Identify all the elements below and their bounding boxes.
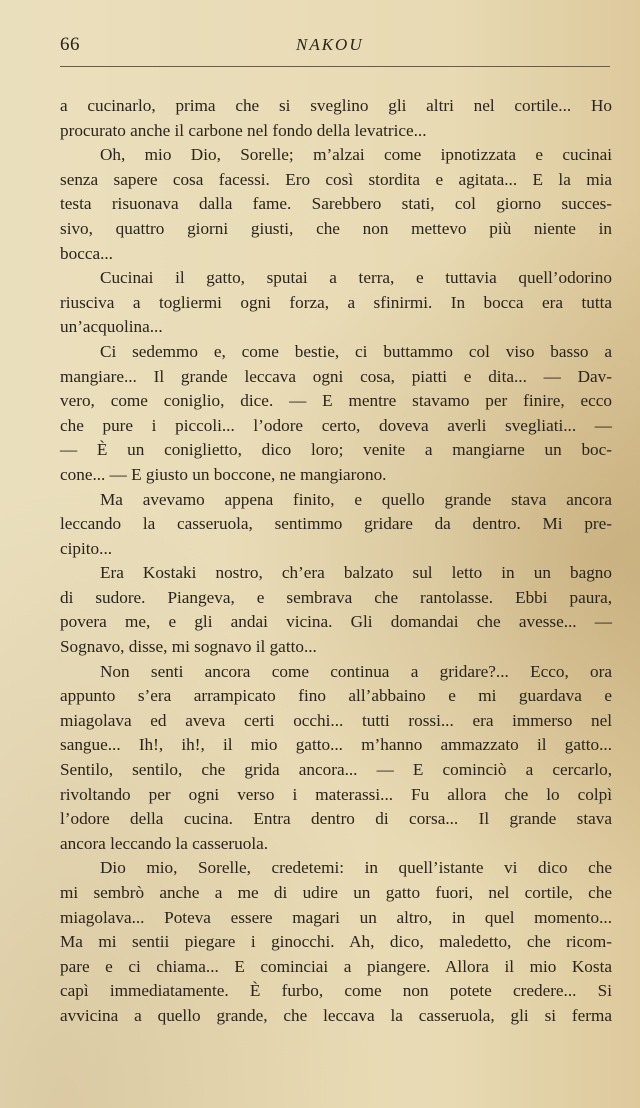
text-line: — È un coniglietto, dico loro; venite a mangiarne un boc-	[60, 440, 612, 460]
text-line: testa risuonava dalla fame. Sarebbero stati, col giorno succes-	[60, 194, 612, 214]
text-line: pare e ci chiama... E cominciai a piangere. Allora il mio Kosta	[60, 956, 612, 976]
text-line: un’acquolina...	[60, 317, 163, 337]
text-line: mangiare... Il grande leccava ogni cosa, piatti e dita... — Dav-	[60, 366, 612, 386]
running-title: NAKOU	[296, 35, 364, 54]
text-line: Oh, mio Dio, Sorelle; m’alzai come ipnotizzata e cucinai	[100, 145, 612, 165]
text-line: appunto s’era arrampicato fino all’abbaino e mi guardava e	[60, 686, 612, 706]
text-line: Ma mi sentii piegare i ginocchi. Ah, dico, maledetto, che ricom-	[60, 932, 612, 952]
text-line: riusciva a togliermi ogni forza, a sfinirmi. In bocca era tutta	[60, 292, 612, 312]
text-line: Era Kostaki nostro, ch’era balzato sul letto in un bagno	[100, 563, 612, 583]
text-line: bocca...	[60, 243, 113, 263]
text-line: miagolava... Poteva essere magari un altro, in quel momento...	[60, 907, 612, 927]
text-line: che pure i piccoli... l’odore certo, doveva averli svegliati... —	[60, 415, 612, 435]
text-line: Non senti ancora come continua a gridare?... Ecco, ora	[100, 661, 612, 681]
text-line: l’odore della cucina. Entra dentro di corsa... Il grande stava	[60, 809, 612, 829]
text-line: di sudore. Piangeva, e sembrava che rantolasse. Ebbi paura,	[60, 587, 612, 607]
running-head	[60, 34, 610, 62]
text-line: mi sembrò anche a me di udire un gatto fuori, nel cortile, che	[60, 883, 612, 902]
page-number: 66	[60, 34, 80, 55]
text-line: senza sapere cosa facessi. Ero così stordita e agitata... E la mia	[60, 169, 612, 189]
text-line: Ci sedemmo e, come bestie, ci buttammo col viso basso a	[100, 341, 612, 361]
text-line: povera me, e gli andai vicina. Gli domandai che avesse... —	[60, 612, 612, 632]
text-line: Sognavo, disse, mi sognavo il gatto...	[60, 637, 317, 657]
text-line: cone... — E giusto un boccone, ne mangiarono.	[60, 464, 387, 484]
text-line: avvicina a quello grande, che leccava la casseruola, gli si ferma	[60, 1005, 612, 1025]
text-line: Dio mio, Sorelle, credetemi: in quell’istante vi dico che	[100, 858, 612, 878]
text-line: Ma avevamo appena finito, e quello grande stava ancora	[100, 489, 612, 509]
text-line: vero, come coniglio, dice. — E mentre stavamo per finire, ecco	[60, 391, 612, 411]
text-line: capì immediatamente. È furbo, come non potete credere... Si	[60, 981, 612, 1001]
body-text	[60, 94, 612, 1029]
text-line: cipito...	[60, 538, 113, 558]
text-line: sangue... Ih!, ih!, il mio gatto... m’hanno ammazzato il gatto...	[60, 735, 612, 755]
header-rule	[60, 66, 610, 67]
text-line: sivo, quattro giorni giusti, che non mettevo più niente in	[60, 218, 612, 238]
text-line: procurato anche il carbone nel fondo della levatrice...	[60, 120, 427, 140]
text-line: Sentilo, sentilo, che grida ancora... — E cominciò a cercarlo,	[60, 760, 612, 780]
text-line: ancora leccando la casseruola.	[60, 833, 269, 853]
text-line: rivoltando per ogni verso i materassi... Fu allora che lo colpì	[60, 784, 612, 804]
text-line: Cucinai il gatto, sputai a terra, e tuttavia quell’odorino	[100, 268, 612, 288]
text-line: leccando la casseruola, sentimmo gridare da dentro. Mi pre-	[60, 514, 612, 534]
text-line: miagolava ed aveva certi occhi... tutti rossi... era immerso nel	[60, 710, 612, 730]
text-line: a cucinarlo, prima che si sveglino gli altri nel cortile... Ho	[60, 96, 612, 115]
